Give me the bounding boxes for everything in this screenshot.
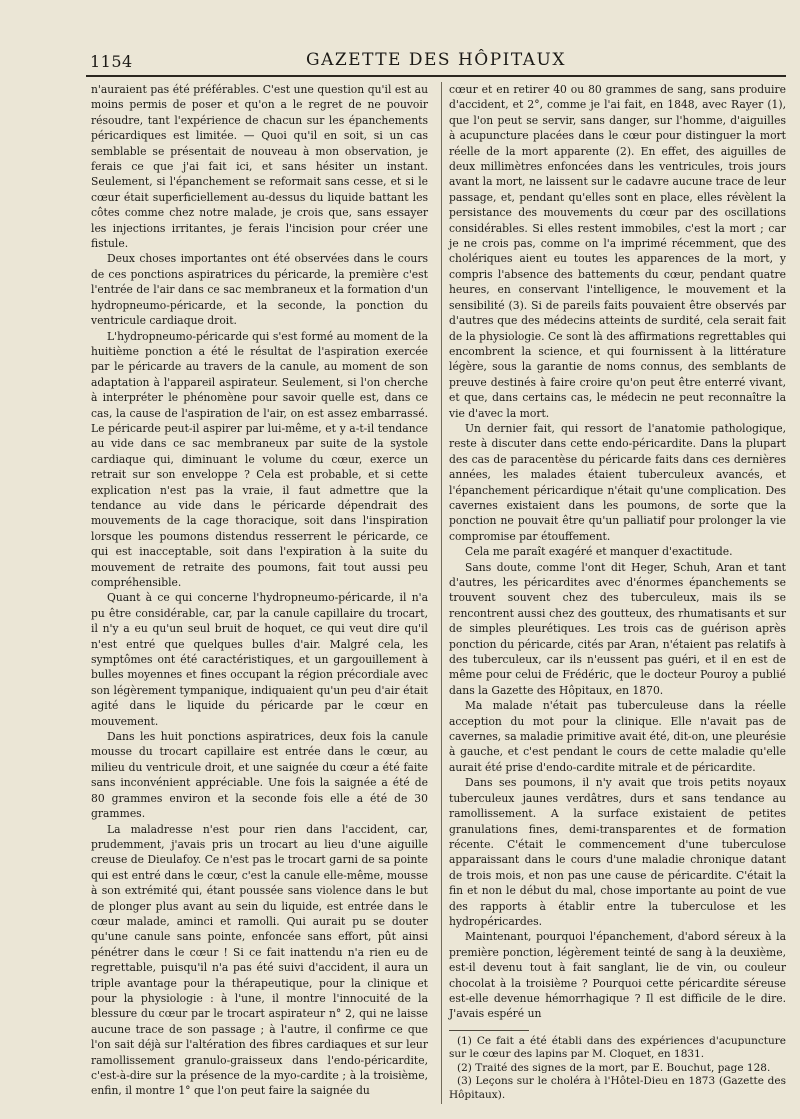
paragraph: n'auraient pas été préférables. C'est une question qu'il est au moins permis de poser et qu'on a le regret de ne pouvoir résoudre, tant l'expérience de chacun sur les épanchements péricardiques est limitée. — Quoi qu'il en soit, si un cas semblable se présentait de nouveau à mon observation, je ferais ce que j'ai fait ici, et sans hésiter un instant. Seulement, si l'épanchement se reformait sans cesse, et si le cœur était superficiellement au-dessus du liquide battant les côtes comme chez notre malade, je crois que, sans essayer les injections irritantes, je ferais l'incision pour créer une fistule. [91,83,428,251]
paragraph: Deux choses importantes ont été observées dans le cours de ces ponctions aspiratrices du péricarde, la première c'est l'entrée de l'air dans ce sac membraneux et la formation d'un hydropneumo-péricarde, et la seconde, la ponction du ventricule cardiaque droit. [91,252,428,328]
footnote: (3) Leçons sur le choléra à l'Hôtel-Dieu en 1873 (Gazette des Hôpitaux). [449,1075,786,1101]
paragraph: L'hydropneumo-péricarde qui s'est formé au moment de la huitième ponction a été le résultat de l'aspiration exercée par le péricarde au travers de la canule, au moment de son adaptation à l'appareil aspirateur. Seulement, si l'on cherche à interpréter le phénomène pour savoir quelle est, dans ce cas, la cause de l'aspiration de l'air, on est assez embarrassé. Le péricarde peut-il aspirer par lui-même, et y a-t-il tendance au vide dans ce sac membraneux par suite de la systole cardiaque qui, diminuant le volume du cœur, exerce un retrait sur son enveloppe ? Cela est probable, et si cette explication n'est pas la vraie, il faut admettre que la tendance au vide dans le péricarde dépendrait des mouvements de la cage thoracique, soit dans l'inspiration lorsque les poumons distendus resserrent le péricarde, ce qui est inacceptable, soit dans l'expiration à la suite du mouvement de retraite des poumons, fait tout aussi peu compréhensible. [91,329,428,589]
paragraph: cœur et en retirer 40 ou 80 grammes de sang, sans produire d'accident, et 2°, comme je l'ai fait, en 1848, avec Rayer (1), que l'on peut se servir, sans danger, sur l'homme, d'aiguilles à acupuncture placées dans le cœur pour distinguer la mort réelle de la mort apparente (2). En effet, des aiguilles de deux millimètres enfoncées dans les ventricules, trois jours avant la mort, ne laissent sur le cadavre aucune trace de leur passage, et, pendant qu'elles sont en place, elles révèlent la persistance des mouvements du cœur par des oscillations considérables. Si elles restent immobiles, c'est la mort ; car je ne crois pas, comme on l'a imprimé récemment, que des cholériques aient eu toutes les apparences de la mort, y compris l'absence des battements du cœur, pendant quatre heures, en conservant l'intelligence, le mouvement et la sensibilité (3). Si de pareils faits pouvaient être observés par d'autres que des médecins atteints de surdité, cela serait fait de la physiologie. Ce sont là des affirmations regrettables qui encombrent la science, et qui fournissent à la littérature légère, sous la garantie de noms connus, des semblants de preuve destinés à faire croire qu'on peut être enterré vivant, et que, dans certains cas, le médecin ne peut reconnaître la vie d'avec la mort. [449,83,786,420]
running-title: GAZETTE DES HÔPITAUX [305,50,566,70]
page-header [86,44,786,74]
paragraph: Cela me paraît exagéré et manquer d'exactitude. [465,545,733,559]
paragraph: Ma malade n'était pas tuberculeuse dans la réelle acception du mot pour la clinique. Elle n'avait pas de cavernes, sa maladie primitive avait été, dit-on, une pleurésie à gauche, et c'est pendant le cours de cette maladie qu'elle aurait été prise d'endo-cardite mitrale et de péricardite. [449,699,786,774]
right-column [449,82,786,1102]
header-rule [86,75,786,77]
paragraph: Quant à ce qui concerne l'hydropneumo-péricarde, il n'a pu être considérable, car, par la canule capillaire du trocart, il n'y a eu qu'un seul bruit de hoquet, ce qui veut dire qu'il n'est entré que quelques bulles d'air. Malgré cela, les symptômes ont été caractéristiques, et un gargouillement à bulles moyennes et fines occupant la région précordiale avec son légèrement tympanique, indiquaient qu'un peu d'air était agité dans le liquide du péricarde par le cœur en mouvement. [91,591,428,728]
paragraph: Dans ses poumons, il n'y avait que trois petits noyaux tuberculeux jaunes verdâtres, durs et sans tendance au ramollissement. A la surface existaient de petites granulations fines, demi-transparentes et de formation récente. C'était le commencement d'une tuberculose apparaissant dans le cours d'une maladie chronique datant de trois mois, et non pas une cause de péricardite. C'était la fin et non le début du mal, chose importante au point de vue des rapports à établir entre la tuberculose et les hydropéricardes. [449,776,786,928]
paragraph: Dans les huit ponctions aspiratrices, deux fois la canule mousse du trocart capillaire est entrée dans le cœur, au milieu du ventricule droit, et une saignée du cœur a été faite sans inconvénient appréciable. Une fois la saignée a été de 80 grammes environ et la seconde fois elle a été de 30 grammes. [91,730,428,821]
paragraph: Sans doute, comme l'ont dit Heger, Schuh, Aran et tant d'autres, les péricardites avec d'énormes épanchements se trouvent souvent chez des tuberculeux, mais ils se rencontrent aussi chez des goutteux, des rhumatisants et sur de simples pleurétiques. Les trois cas de guérison après ponction du péricarde, cités par Aran, n'étaient pas relatifs à des tuberculeux, car ils n'eussent pas guéri, et il en est de même pour celui de Frédéric, que le docteur Pouroy a publié dans la Gazette des Hôpitaux, en 1870. [449,560,786,697]
footnote: (1) Ce fait a été établi dans des expériences d'acupuncture sur le cœur des lapins par M. Cloquet, en 1831. [449,1034,786,1061]
left-column [91,82,428,1099]
footnote-separator [449,1030,529,1031]
page-number: 1154 [90,52,133,71]
column-separator [441,82,442,1104]
paragraph: Un dernier fait, qui ressort de l'anatomie pathologique, reste à discuter dans cette endo-péricardite. Dans la plupart des cas de paracentèse du péricarde faits dans ces dernières années, les malades étaient tuberculeux avancés, et l'épanchement péricardique n'était qu'une complication. Des cavernes existaient dans les poumons, de sorte que la ponction ne pouvait être qu'un palliatif pour prolonger la vie compromise par étouffement. [449,421,786,543]
paragraph: La maladresse n'est pour rien dans l'accident, car, prudemment, j'avais pris un trocart au lieu d'une aiguille creuse de Dieulafoy. Ce n'est pas le trocart garni de sa pointe qui est entré dans le cœur, c'est la canule elle-même, mousse à son extrémité qui, étant poussée sans violence dans le but de plonger plus avant au sein du liquide, est entrée dans le cœur malade, aminci et ramolli. Qui aurait pu se douter qu'une canule sans pointe, enfoncée sans effort, pût ainsi pénétrer dans le cœur ! Si ce fait inattendu n'a rien eu de regrettable, puisqu'il n'a pas été suivi d'accident, il aura un triple avantage pour la thérapeutique, pour la clinique et pour la physiologie : à l'une, il montre l'innocuité de la blessure du cœur par le trocart aspirateur n° 2, qui ne laisse aucune trace de son passage ; à l'autre, il confirme ce que l'on sait déjà sur l'altération des fibres cardiaques et sur leur ramollissement granulo-graisseux dans l'endo-péricardite, c'est-à-dire sur la présence de la myo-cardite ; à la troisième, enfin, il montre 1° que l'on peut faire la saignée du [91,822,428,1098]
paragraph: Maintenant, pourquoi l'épanchement, d'abord séreux à la première ponction, légèrement teinté de sang à la deuxième, est-il devenu tout à fait sanglant, lie de vin, ou couleur chocolat à la troisième ? Pourquoi cette péricardite séreuse est-elle devenue hémorrhagique ? Il est difficile de le dire. J'avais espéré un [449,930,786,1021]
footnote: (2) Traité des signes de la mort, par E. Bouchut, page 128. [457,1061,771,1074]
